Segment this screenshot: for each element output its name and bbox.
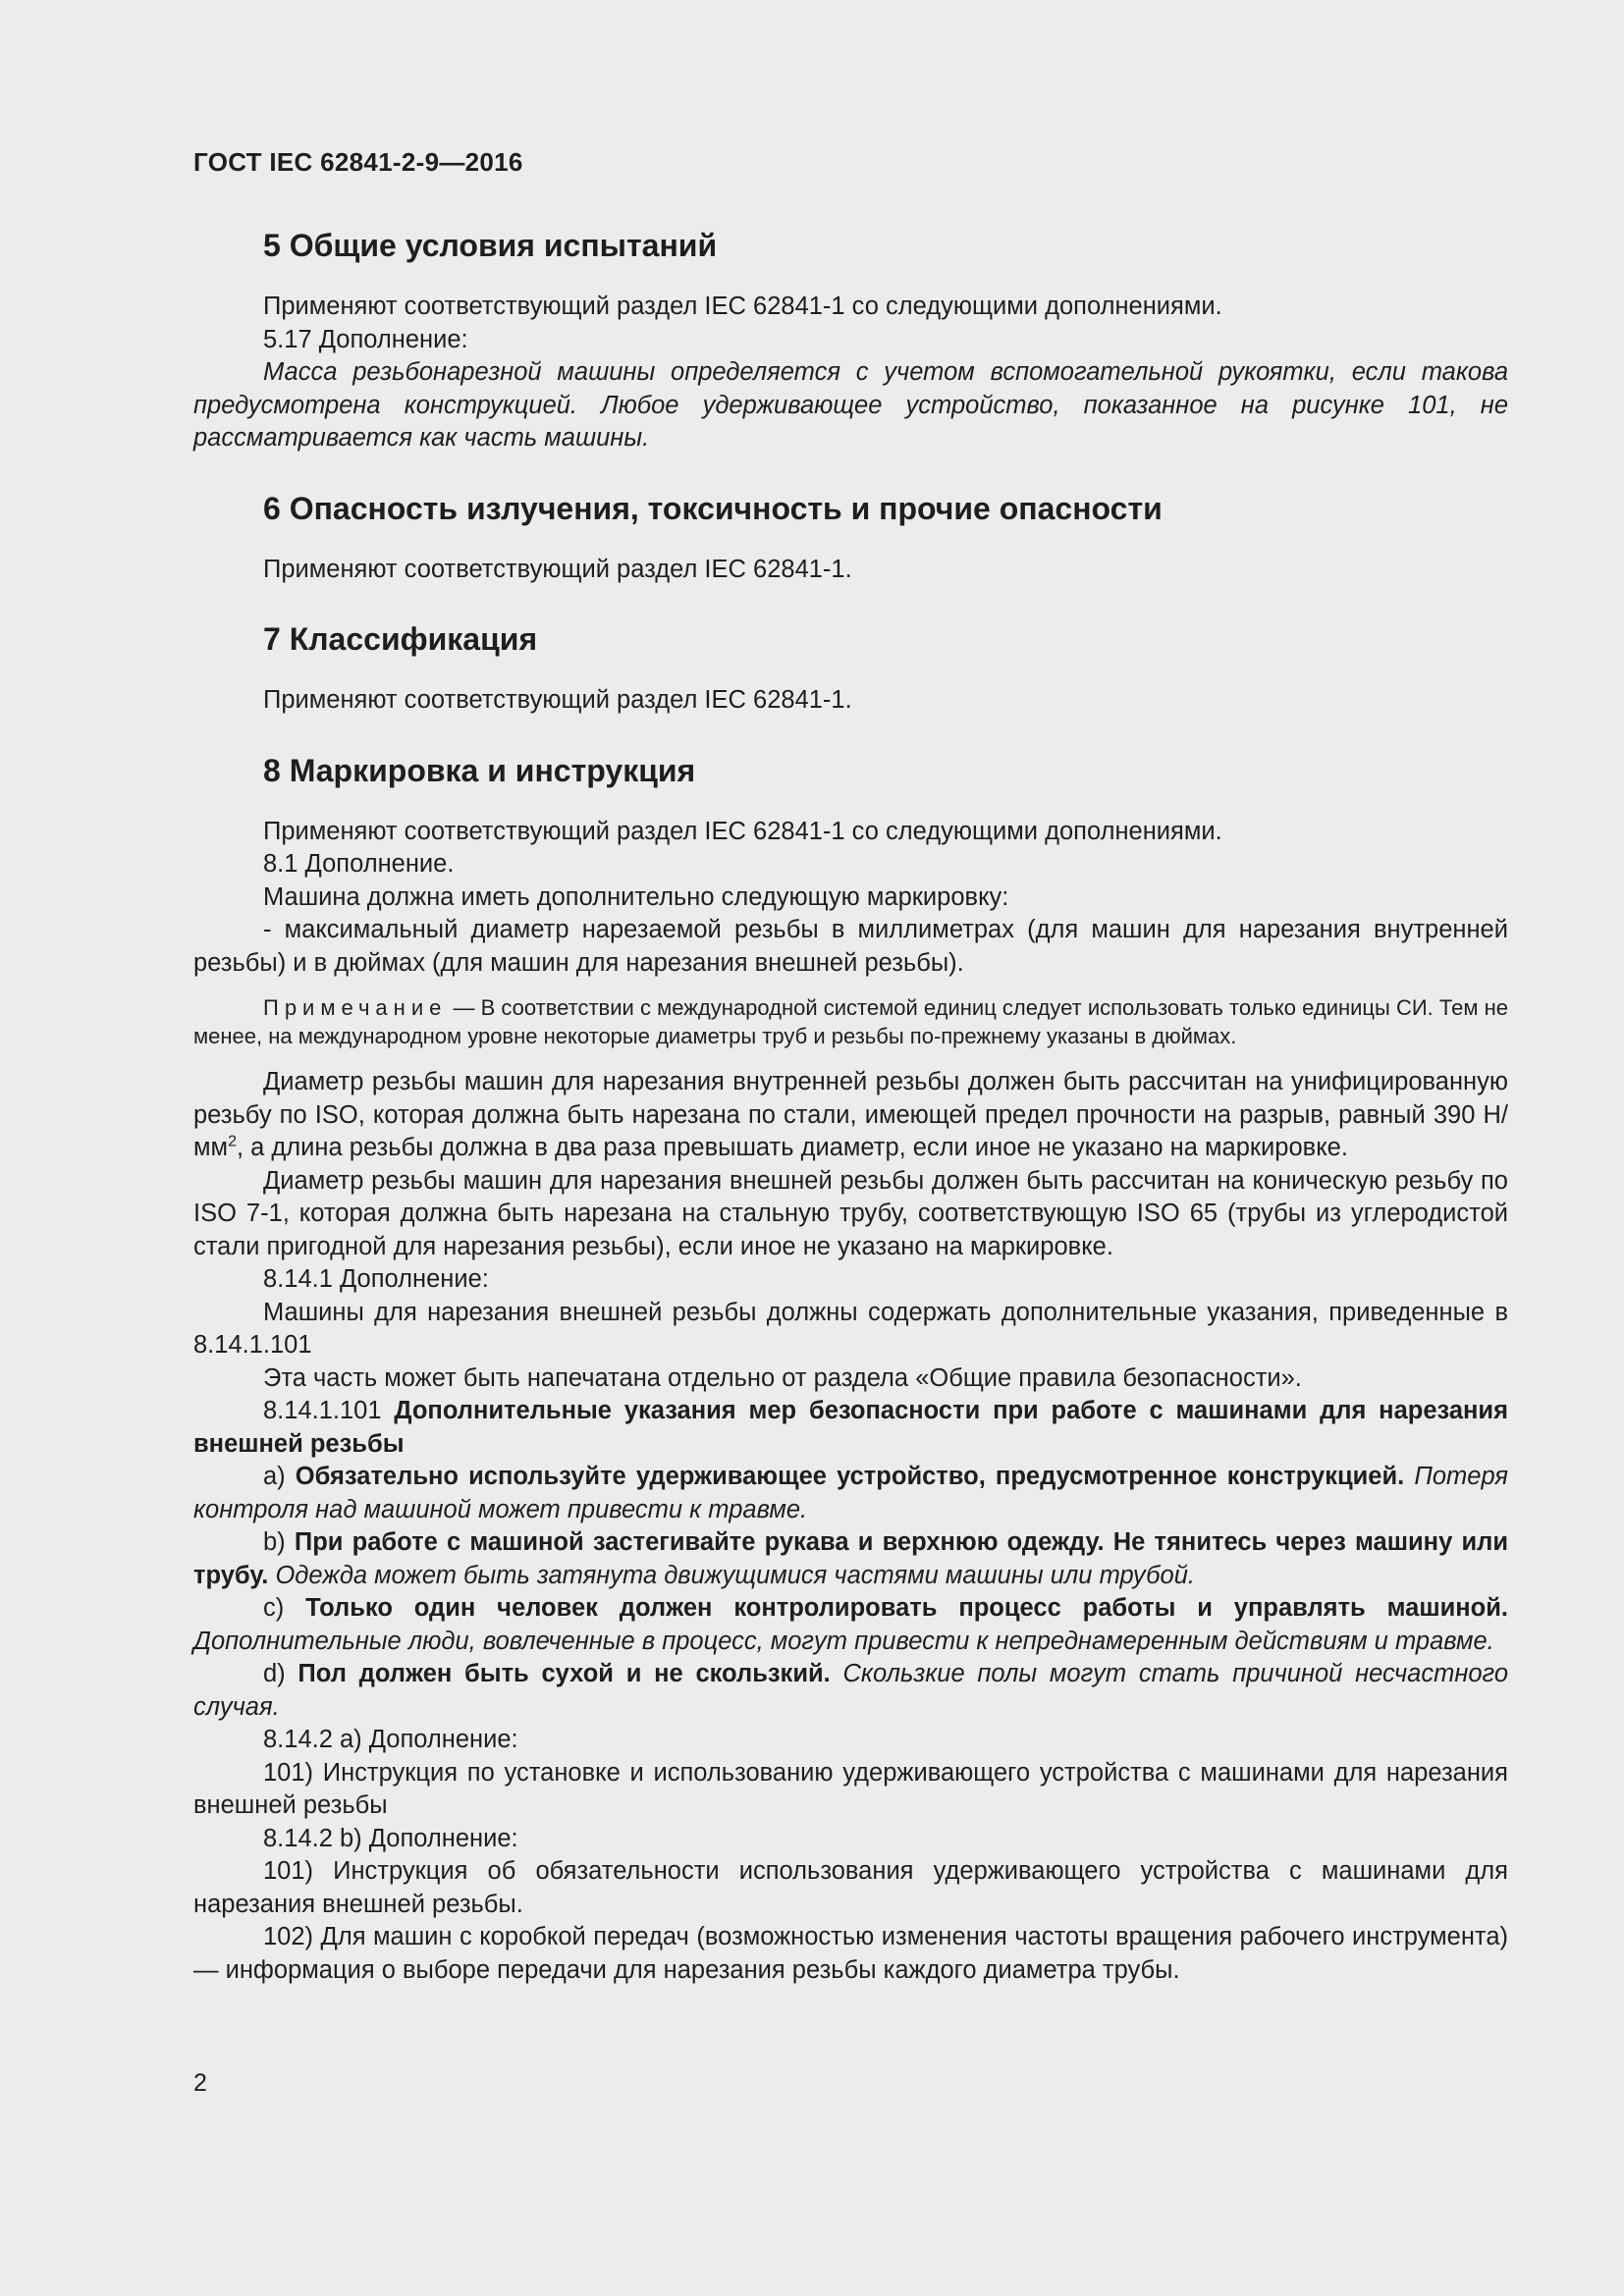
item-label: c) xyxy=(263,1594,306,1622)
item-label: a) xyxy=(263,1463,296,1490)
section-8-paragraph: 8.14.1 Дополнение: xyxy=(263,1265,489,1293)
section-8-title: 8 Маркировка и инструкция xyxy=(263,752,696,788)
note-text: — В соответствии с международной системой единиц следует использовать только единицы СИ. Тем не менее, на международном уровне некоторые диаметры труб и резьбы по-прежнему указаны в дюймах. xyxy=(193,995,1508,1048)
safety-item-a xyxy=(193,1461,1508,1526)
safety-item-d xyxy=(193,1658,1508,1724)
item-bold-text: Только один человек должен контролировать процесс работы и управлять машиной. xyxy=(305,1594,1508,1622)
section-6-title: 6 Опасность излучения, токсичность и прочие опасности xyxy=(263,490,1163,526)
superscript: 2 xyxy=(228,1133,237,1150)
section-5-title: 5 Общие условия испытаний xyxy=(263,228,718,263)
section-8-paragraph: 102) Для машин с коробкой передач (возможностью изменения частоты вращения рабочего инструмента) — информация о выборе передачи для нарезания резьбы каждого диаметра трубы. xyxy=(193,1923,1508,1984)
section-8-paragraph: 8.14.2 a) Дополнение: xyxy=(263,1726,518,1753)
section-8-subheading xyxy=(193,1395,1508,1461)
section-7-paragraph: Применяют соответствующий раздел IEC 62841-1. xyxy=(263,686,852,714)
item-italic-text: Скользкие полы могут стать причиной несчастного случая. xyxy=(193,1660,1509,1721)
item-label: d) xyxy=(263,1660,298,1687)
section-8-paragraph xyxy=(193,1066,1508,1165)
section-8-paragraph: Эта часть может быть напечатана отдельно от раздела «Общие правила безопасности». xyxy=(263,1363,1302,1392)
item-label: b) xyxy=(263,1528,295,1556)
item-italic-text: Дополнительные люди, вовлеченные в процесс, могут привести к непреднамеренным действиям и травме. xyxy=(193,1627,1494,1655)
section-5-paragraph: Применяют соответствующий раздел IEC 62841-1 со следующими дополнениями. xyxy=(263,293,1222,320)
section-8-paragraph: 101) Инструкция об обязательности использования удерживающего устройства с машинами для нарезания внешней резьбы. xyxy=(193,1857,1508,1918)
section-5-paragraph: Масса резьбонарезной машины определяется с учетом вспомогательной рукоятки, если такова предусмотрена конструкцией. Любое удерживающее устройство, показанное на рисунке 101, не рассматривается как часть машины. xyxy=(193,358,1508,452)
section-5-paragraph: 5.17 Дополнение: xyxy=(263,325,468,353)
section-8-paragraph: 101) Инструкция по установке и использованию удерживающего устройства с машинами для нарезания внешней резьбы xyxy=(193,1758,1508,1819)
item-italic-text: Одежда может быть затянута движущимися частями машины или трубой. xyxy=(268,1561,1195,1589)
safety-item-b xyxy=(193,1526,1508,1592)
document-header: ГОСТ IEC 62841-2-9—2016 xyxy=(193,147,523,177)
note xyxy=(193,993,1508,1050)
section-8-paragraph: Машины для нарезания внешней резьбы должны содержать дополнительные указания, приведенные в 8.14.1.101 xyxy=(193,1298,1508,1359)
section-8-paragraph: Диаметр резьбы машин для нарезания внешней резьбы должен быть рассчитан на коническую резьбу по ISO 7-1, которая должна быть нарезана на стальную трубу, соответствующую ISO 65 (трубы из углеродистой стали пригодной для нарезания резьбы), если иное не указано на маркировке. xyxy=(193,1166,1508,1260)
page-number: 2 xyxy=(193,2069,207,2097)
section-8-list-item: - максимальный диаметр нарезаемой резьбы в миллиметрах (для машин для нарезания внутренней резьбы) и в дюймах (для машин для нарезания внешней резьбы). xyxy=(193,916,1508,977)
paragraph-text: Диаметр резьбы машин для нарезания внутренней резьбы должен быть рассчитан на унифицированную резьбу по ISO, которая должна быть нарезана по стали, имеющей предел прочности на разрыв, равный 390 Н/мм xyxy=(193,1068,1508,1161)
item-italic-text: Потеря контроля над машиной может привести к травме. xyxy=(193,1463,1508,1523)
clause-title: Дополнительные указания мер безопасности при работе с машинами для нарезания внешней резьбы xyxy=(193,1397,1508,1458)
item-bold-text: Пол должен быть сухой и не скользкий. xyxy=(298,1660,831,1687)
item-bold-text: Обязательно используйте удерживающее устройство, предусмотренное конструкцией. xyxy=(295,1463,1405,1490)
section-8-paragraph: Машина должна иметь дополнительно следующую маркировку: xyxy=(263,882,1009,911)
clause-number: 8.14.1.101 xyxy=(263,1397,395,1424)
section-8-paragraph: 8.14.2 b) Дополнение: xyxy=(263,1824,518,1852)
document-body xyxy=(193,214,1508,1987)
item-bold-text: При работе с машиной застегивайте рукава и верхнюю одежду. Не тянитесь через машину или трубу. xyxy=(193,1528,1508,1589)
section-7-title: 7 Классификация xyxy=(263,621,538,657)
paragraph-text: , а длина резьбы должна в два раза превышать диаметр, если иное не указано на маркировке. xyxy=(236,1134,1348,1161)
note-label: Примечание xyxy=(263,995,448,1020)
section-8-paragraph: 8.1 Дополнение. xyxy=(263,850,455,878)
section-6-paragraph: Применяют соответствующий раздел IEC 62841-1. xyxy=(263,555,852,583)
safety-item-c xyxy=(193,1592,1508,1658)
section-8-paragraph: Применяют соответствующий раздел IEC 62841-1 со следующими дополнениями. xyxy=(263,817,1222,845)
